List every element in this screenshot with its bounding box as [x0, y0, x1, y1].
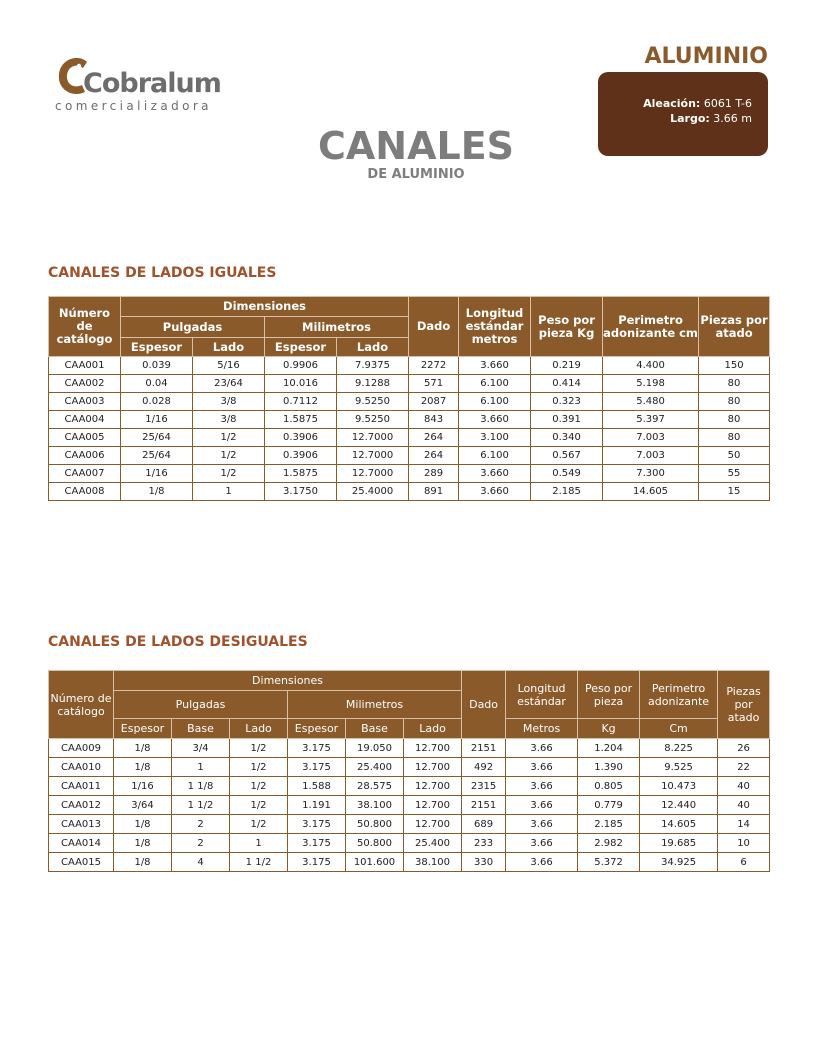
- table-cell: 2272: [409, 357, 459, 375]
- table-cell: 0.219: [531, 357, 603, 375]
- table-row: [49, 777, 770, 796]
- table-cell: 0.3906: [265, 447, 337, 465]
- table-cell: 1/2: [193, 447, 265, 465]
- table-cell: 7.300: [603, 465, 699, 483]
- header-length: Longitud estándar metros: [459, 297, 531, 357]
- section-heading-equal: CANALES DE LADOS IGUALES: [48, 265, 277, 281]
- table-cell: 28.575: [346, 777, 404, 796]
- header-weight: Peso por pieza: [578, 671, 640, 719]
- header-inches: Pulgadas: [121, 317, 265, 338]
- table-cell: 3.66: [506, 758, 578, 777]
- table-cell: 1/2: [230, 796, 288, 815]
- header-inches: Pulgadas: [114, 691, 288, 719]
- header-in-side: Lado: [230, 719, 288, 739]
- table-cell: 3/64: [114, 796, 172, 815]
- table-cell: 22: [718, 758, 770, 777]
- table-cell: 6: [718, 853, 770, 872]
- table-row: [49, 447, 770, 465]
- table-cell: CAA010: [49, 758, 114, 777]
- table-cell: 25.400: [346, 758, 404, 777]
- table-cell: 264: [409, 429, 459, 447]
- header-perimeter: Perimetro adonizante cm: [603, 297, 699, 357]
- table-cell: 14.605: [603, 483, 699, 501]
- table-cell: 7.9375: [337, 357, 409, 375]
- table-cell: 9.525: [640, 758, 718, 777]
- table-cell: CAA005: [49, 429, 121, 447]
- table-cell: 1.191: [288, 796, 346, 815]
- table-cell: 9.1288: [337, 375, 409, 393]
- table-cell: 3.66: [506, 815, 578, 834]
- table-cell: 0.9906: [265, 357, 337, 375]
- table-cell: 12.440: [640, 796, 718, 815]
- table-cell: 40: [718, 796, 770, 815]
- table-cell: CAA007: [49, 465, 121, 483]
- table-cell: 80: [699, 375, 770, 393]
- header-perimeter: Perimetro adonizante: [640, 671, 718, 719]
- table-cell: 1/8: [114, 815, 172, 834]
- table-cell: 0.340: [531, 429, 603, 447]
- table-cell: 1.588: [288, 777, 346, 796]
- table-cell: 1/16: [121, 411, 193, 429]
- header-catalog: Número de catálogo: [49, 297, 121, 357]
- header-in-thickness: Espesor: [121, 338, 193, 357]
- table-cell: 50.800: [346, 834, 404, 853]
- header-in-base: Base: [172, 719, 230, 739]
- header-in-thickness: Espesor: [114, 719, 172, 739]
- table-cell: CAA011: [49, 777, 114, 796]
- table-cell: 843: [409, 411, 459, 429]
- table-cell: 1 1/8: [172, 777, 230, 796]
- table-cell: 23/64: [193, 375, 265, 393]
- table-cell: 101.600: [346, 853, 404, 872]
- table-cell: 3.660: [459, 411, 531, 429]
- table-cell: 55: [699, 465, 770, 483]
- table-cell: 3.1750: [265, 483, 337, 501]
- table-row: [49, 411, 770, 429]
- table-cell: 0.391: [531, 411, 603, 429]
- table-cell: 3.66: [506, 796, 578, 815]
- unequal-table-body: [49, 739, 770, 872]
- table-row: [49, 796, 770, 815]
- table-cell: CAA002: [49, 375, 121, 393]
- header-length-unit: Metros: [506, 719, 578, 739]
- table-cell: CAA003: [49, 393, 121, 411]
- table-cell: 12.700: [404, 815, 462, 834]
- table-cell: 50: [699, 447, 770, 465]
- table-cell: 1/2: [230, 739, 288, 758]
- table-cell: 2.185: [578, 815, 640, 834]
- table-cell: 12.700: [404, 758, 462, 777]
- table-cell: 80: [699, 429, 770, 447]
- table-cell: 3.66: [506, 834, 578, 853]
- table-cell: 0.567: [531, 447, 603, 465]
- table-cell: 25.400: [404, 834, 462, 853]
- table-cell: 1/2: [193, 429, 265, 447]
- header-mm-base: Base: [346, 719, 404, 739]
- table-cell: 2087: [409, 393, 459, 411]
- table-cell: 0.039: [121, 357, 193, 375]
- header-dimensions: Dimensiones: [121, 297, 409, 317]
- table-cell: 0.805: [578, 777, 640, 796]
- header-mm-thickness: Espesor: [288, 719, 346, 739]
- brand-logo: [55, 54, 225, 120]
- table-cell: 6.100: [459, 447, 531, 465]
- table-cell: 3.175: [288, 758, 346, 777]
- table-cell: 1/2: [193, 465, 265, 483]
- table-cell: 12.7000: [337, 447, 409, 465]
- table-cell: 1/8: [114, 758, 172, 777]
- table-cell: CAA006: [49, 447, 121, 465]
- table-cell: CAA015: [49, 853, 114, 872]
- table-cell: CAA012: [49, 796, 114, 815]
- table-cell: 0.549: [531, 465, 603, 483]
- table-cell: 10: [718, 834, 770, 853]
- table-cell: 12.700: [404, 739, 462, 758]
- table-cell: 1/8: [114, 834, 172, 853]
- table-cell: 10.473: [640, 777, 718, 796]
- table-cell: 1/8: [121, 483, 193, 501]
- table-cell: 14: [718, 815, 770, 834]
- table-cell: 5/16: [193, 357, 265, 375]
- table-cell: 1 1/2: [172, 796, 230, 815]
- table-cell: 7.003: [603, 429, 699, 447]
- table-cell: 8.225: [640, 739, 718, 758]
- table-cell: 40: [718, 777, 770, 796]
- table-cell: 6.100: [459, 375, 531, 393]
- table-cell: 1/8: [114, 853, 172, 872]
- table-cell: 1.5875: [265, 465, 337, 483]
- table-cell: 1.390: [578, 758, 640, 777]
- table-cell: 5.198: [603, 375, 699, 393]
- table-cell: 34.925: [640, 853, 718, 872]
- header-pieces: Piezas por atado: [718, 671, 770, 739]
- header-die: Dado: [409, 297, 459, 357]
- table-row: [49, 483, 770, 501]
- section-heading-unequal: CANALES DE LADOS DESIGUALES: [48, 634, 308, 650]
- header-mm-side: Lado: [404, 719, 462, 739]
- header-weight-unit: Kg: [578, 719, 640, 739]
- length-label: Largo:: [670, 112, 710, 125]
- page-subtitle: DE ALUMINIO: [367, 167, 465, 182]
- table-cell: 80: [699, 393, 770, 411]
- table-cell: 264: [409, 447, 459, 465]
- alloy-line: [598, 96, 752, 111]
- table-cell: 19.685: [640, 834, 718, 853]
- header-mm-thickness: Espesor: [265, 338, 337, 357]
- table-cell: 3.660: [459, 465, 531, 483]
- table-cell: 1 1/2: [230, 853, 288, 872]
- page-title: CANALES: [317, 124, 515, 168]
- header-die: Dado: [462, 671, 506, 739]
- table-cell: 14.605: [640, 815, 718, 834]
- equal-channels-table: [48, 296, 770, 501]
- table-cell: 0.323: [531, 393, 603, 411]
- table-cell: 0.3906: [265, 429, 337, 447]
- table-row: [49, 739, 770, 758]
- table-cell: 1.5875: [265, 411, 337, 429]
- header-dimensions: Dimensiones: [114, 671, 462, 691]
- table-cell: 3.175: [288, 815, 346, 834]
- table-row: [49, 834, 770, 853]
- table-cell: 3.66: [506, 739, 578, 758]
- table-cell: 15: [699, 483, 770, 501]
- table-cell: 2: [172, 815, 230, 834]
- table-cell: 50.800: [346, 815, 404, 834]
- table-row: [49, 393, 770, 411]
- table-row: [49, 465, 770, 483]
- table-cell: 571: [409, 375, 459, 393]
- brand-name: Cobralum: [83, 68, 221, 99]
- table-cell: 4.400: [603, 357, 699, 375]
- table-cell: 150: [699, 357, 770, 375]
- table-cell: 3.175: [288, 834, 346, 853]
- table-cell: 3.66: [506, 777, 578, 796]
- table-cell: 2: [172, 834, 230, 853]
- table-row: [49, 429, 770, 447]
- table-cell: 25/64: [121, 447, 193, 465]
- table-cell: 0.7112: [265, 393, 337, 411]
- table-cell: 0.414: [531, 375, 603, 393]
- table-cell: 2315: [462, 777, 506, 796]
- table-cell: 12.7000: [337, 465, 409, 483]
- table-cell: CAA001: [49, 357, 121, 375]
- table-cell: 0.779: [578, 796, 640, 815]
- table-row: [49, 375, 770, 393]
- table-cell: 19.050: [346, 739, 404, 758]
- header-catalog: Número de catálogo: [49, 671, 114, 739]
- alloy-label: Aleación:: [643, 97, 701, 110]
- table-cell: 1/16: [121, 465, 193, 483]
- table-cell: 6.100: [459, 393, 531, 411]
- table-cell: 330: [462, 853, 506, 872]
- table-cell: 1.204: [578, 739, 640, 758]
- table-cell: CAA009: [49, 739, 114, 758]
- table-cell: 0.04: [121, 375, 193, 393]
- header-in-side: Lado: [193, 338, 265, 357]
- table-cell: 3.100: [459, 429, 531, 447]
- header-perimeter-unit: Cm: [640, 719, 718, 739]
- length-value: 3.66 m: [713, 112, 752, 125]
- table-row: [49, 815, 770, 834]
- brand-tagline: comercializadora: [55, 99, 212, 113]
- table-cell: CAA013: [49, 815, 114, 834]
- table-cell: 80: [699, 411, 770, 429]
- table-cell: CAA008: [49, 483, 121, 501]
- table-cell: 1/16: [114, 777, 172, 796]
- material-title: ALUMINIO: [644, 44, 768, 69]
- header-mm: Milimetros: [288, 691, 462, 719]
- table-cell: 4: [172, 853, 230, 872]
- table-cell: 2151: [462, 796, 506, 815]
- table-cell: 3.660: [459, 483, 531, 501]
- table-cell: 3/8: [193, 411, 265, 429]
- header-length: Longitud estándar: [506, 671, 578, 719]
- header-weight: Peso por pieza Kg: [531, 297, 603, 357]
- table-cell: 0.028: [121, 393, 193, 411]
- table-row: [49, 853, 770, 872]
- table-cell: 38.100: [404, 853, 462, 872]
- table-row: [49, 758, 770, 777]
- table-cell: 12.700: [404, 796, 462, 815]
- table-cell: 5.397: [603, 411, 699, 429]
- table-cell: 492: [462, 758, 506, 777]
- table-cell: 3.175: [288, 739, 346, 758]
- table-cell: 891: [409, 483, 459, 501]
- table-cell: 12.700: [404, 777, 462, 796]
- table-cell: 26: [718, 739, 770, 758]
- table-cell: 2.982: [578, 834, 640, 853]
- table-cell: 3.66: [506, 853, 578, 872]
- table-cell: 1/2: [230, 815, 288, 834]
- table-cell: 233: [462, 834, 506, 853]
- table-cell: 10.016: [265, 375, 337, 393]
- table-cell: 3/4: [172, 739, 230, 758]
- table-cell: 7.003: [603, 447, 699, 465]
- table-cell: 9.5250: [337, 411, 409, 429]
- table-cell: 9.5250: [337, 393, 409, 411]
- table-cell: 2.185: [531, 483, 603, 501]
- header-mm: Milimetros: [265, 317, 409, 338]
- table-cell: 5.372: [578, 853, 640, 872]
- table-cell: 289: [409, 465, 459, 483]
- table-cell: 3.660: [459, 357, 531, 375]
- table-cell: 12.7000: [337, 429, 409, 447]
- table-cell: CAA014: [49, 834, 114, 853]
- table-cell: 1/2: [230, 777, 288, 796]
- table-cell: 25.4000: [337, 483, 409, 501]
- table-cell: 38.100: [346, 796, 404, 815]
- table-cell: 1: [172, 758, 230, 777]
- table-cell: 1/2: [230, 758, 288, 777]
- header-mm-side: Lado: [337, 338, 409, 357]
- table-cell: CAA004: [49, 411, 121, 429]
- table-cell: 3/8: [193, 393, 265, 411]
- header-pieces: Piezas por atado: [699, 297, 770, 357]
- table-cell: 689: [462, 815, 506, 834]
- table-row: [49, 357, 770, 375]
- table-cell: 25/64: [121, 429, 193, 447]
- equal-table-body: [49, 357, 770, 501]
- table-cell: 3.175: [288, 853, 346, 872]
- table-cell: 1: [193, 483, 265, 501]
- table-cell: 5.480: [603, 393, 699, 411]
- table-cell: 2151: [462, 739, 506, 758]
- unequal-channels-table: [48, 670, 770, 872]
- alloy-value: 6061 T-6: [703, 97, 752, 110]
- table-cell: 1/8: [114, 739, 172, 758]
- table-cell: 1: [230, 834, 288, 853]
